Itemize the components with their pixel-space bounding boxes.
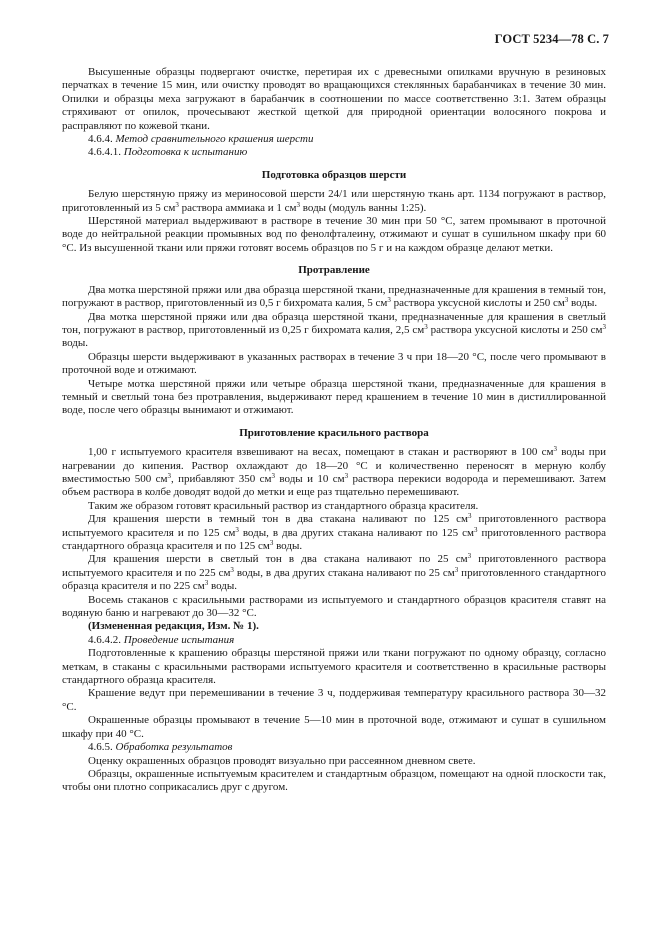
paragraph: 1,00 г испытуемого красителя взвешивают на весах, помещают в стакан и растворяют в 100 $см^3$ воды при нагревании до кипения. Раствор охлаждают до 18—20 °С и количественно переносят в мерную колбу вместимостью 500 $см^3$, прибавляют 350 $см^3$ воды и 10 $см^3$ раствора перекиси водорода и перемешивают. Затем объем раствора в колбе доводят водой до метки и еще раз тщательно перемешивают.: [62, 445, 607, 499]
paragraph: Для крашения шерсти в светлый тон в два стакана наливают по 25 $см^3$ приготовленного раствора испытуемого красителя и по 225 $см^3$ воды, в два других стакана наливают по 25 $см^3$ приготовленного стандартного образца красителя и по 225 $см^3$ воды.: [62, 552, 606, 593]
subsection-title: [62, 133, 606, 146]
subsection-title: [62, 146, 606, 159]
document-body: [62, 66, 606, 795]
paragraph: Восемь стаканов с красильными растворами из испытуемого и стандартного образцов красителя ставят на водяную баню и нагревают до 30—32 °С.: [62, 593, 606, 620]
subsection-title: [62, 741, 606, 754]
paragraph: Два мотка шерстяной пряжи или два образца шерстяной ткани, предназначенные для крашения в светлый тон, погружают в раствор, приготовленный из 0,25 г бихромата калия, 2,5 $см^3$ раствора уксусной кислоты и 250 $см^3$ воды.: [62, 310, 607, 350]
paragraph: Окрашенные образцы промывают в течение 5—10 мин в проточной воде, отжимают и сушат в сушильном шкафу при 40 °С.: [62, 714, 606, 740]
paragraph: Четыре мотка шерстяной пряжи или четыре образца шерстяной ткани, предназначенные для крашения в темный и светлый тона без протравления, выдерживают перед крашением в течение 10 мин в дистиллированной воде, после чего образцы вынимают и отжимают.: [62, 377, 606, 417]
section-heading: Подготовка образцов шерсти: [261, 168, 407, 181]
section-title: Проведение испытания: [123, 633, 235, 646]
section-title: Обработка результатов: [115, 741, 233, 754]
amendment-note: (Измененная редакция, Изм. № 1).: [88, 620, 259, 633]
paragraph: Два мотка шерстяной пряжи или два образца шерстяной ткани, предназначенные для крашения в темный тон, погружают в раствор, приготовленный из 0,5 г бихромата калия, 5 $см^3$ раствора уксусной кислоты и 250 $см^3$ воды.: [62, 283, 606, 310]
section-title: Метод сравнительного крашения шерсти: [115, 133, 314, 146]
paragraph: Образцы шерсти выдерживают в указанных растворах в течение 3 ч при 18—20 °С, после чего промывают в проточной воде и отжимают.: [62, 350, 606, 377]
paragraph: Оценку окрашенных образцов проводят визуально при рассеянном дневном свете.: [88, 754, 476, 767]
paragraph: Таким же образом готовят красильный раствор из стандартного образца красителя.: [88, 499, 479, 512]
section-number: 4.6.5.: [88, 741, 113, 754]
paragraph: Для крашения шерсти в темный тон в два стакана наливают по 125 $см^3$ приготовленного раствора испытуемого красителя и по 125 $см^3$ воды, в два других стакана наливают по 125 $см^3$ приготовленного раствора стандартного образца красителя и по 125 $см^3$ воды.: [62, 512, 606, 552]
section-title: Подготовка к испытанию: [123, 146, 248, 159]
paragraph: Крашение ведут при перемешивании в течение 3 ч, поддерживая температуру красильного раствора 30—32 °С.: [62, 687, 606, 713]
paragraph: Высушенные образцы подвергают очистке, перетирая их с древесными опилками вручную в резиновых перчатках в течение 15 мин, или очистку проводят во вращающихся стеклянных барабанчиках в течение 30 мин. Опилки и образцы меха загружают в барабанчик в соотношении по массе соответственно 3:1. Затем образцы стряхивают от опилок, прочесывают жесткой щеткой для природной ориентации волосяного покрова и расправляют по кожевой ткани.: [62, 66, 606, 132]
section-number: 4.6.4.2.: [88, 633, 121, 646]
section-number: 4.6.4.1.: [88, 146, 121, 159]
paragraph: Шерстяной материал выдерживают в растворе в течение 30 мин при 50 °С, затем промывают в проточной воде до нейтральной реакции промывных вод по фенолфталеину, отжимают и сушат в сушильном шкафу при 60 °С. Из высушенной ткани или пряжи готовят восемь образцов по 5 г и на каждом образце делают метки.: [62, 215, 606, 254]
subsection-title: [62, 634, 606, 647]
section-heading: Приготовление красильного раствора: [239, 426, 429, 439]
paragraph: Подготовленные к крашению образцы шерстяной пряжи или ткани погружают по одному образцу, согласно меткам, в стаканы с красильными растворами испытуемого красителя и соответственно в красильные растворы стандартного образца красителя.: [62, 647, 606, 687]
paragraph: Образцы, окрашенные испытуемым красителем и стандартным образцом, помещают на одной плоскости так, чтобы они плотно соприкасались друг с другом.: [62, 767, 606, 794]
page-header: ГОСТ 5234—78 С. 7: [494, 32, 609, 46]
section-number: 4.6.4.: [88, 133, 113, 146]
section-heading: Протравление: [298, 264, 370, 277]
paragraph: Белую шерстяную пряжу из мериносовой шерсти 24/1 или шерстяную ткань арт. 1134 погружают в раствор, приготовленный из 5 $см^3$ раствора аммиака и 1 $см^3$ воды (модуль ванны 1:25).: [62, 188, 606, 214]
